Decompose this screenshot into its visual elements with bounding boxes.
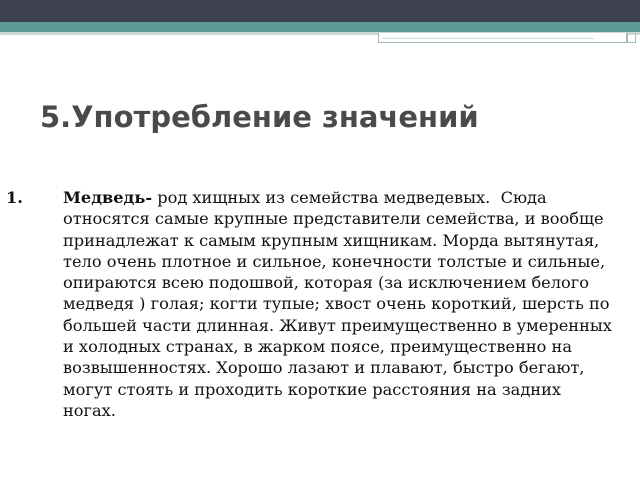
header-band-dark (0, 0, 640, 22)
header-tab-line (382, 38, 594, 39)
list-item-term: Медведь- (63, 188, 153, 207)
list-item (6, 187, 618, 421)
header-band-teal (0, 22, 640, 32)
content-list (6, 187, 618, 421)
header-tab-small-decoration (626, 33, 636, 43)
slide-title: 5.Употребление значений (40, 100, 479, 134)
list-item-number: 1. (6, 188, 23, 207)
list-item-text: род хищных из семейства медведевых. Сюда относятся самые крупные представители семейства, и вообще принадлежат к самым крупным хищникам. Морда вытянутая, тело очень плотное и сильное, конечности толстые и сильные, опираются всею подошвой, которая (за исключением белого медведя ) голая; когти тупые; хвост очень короткий, шерсть по большей части длинная. Живут преимущественно в умеренных и холодных странах, в жарком поясе, преимущественно на возвышенностях. Хорошо лазают и плавают, быстро бегают, могут стоять и проходить короткие расстояния на задних ногах. (63, 188, 618, 420)
